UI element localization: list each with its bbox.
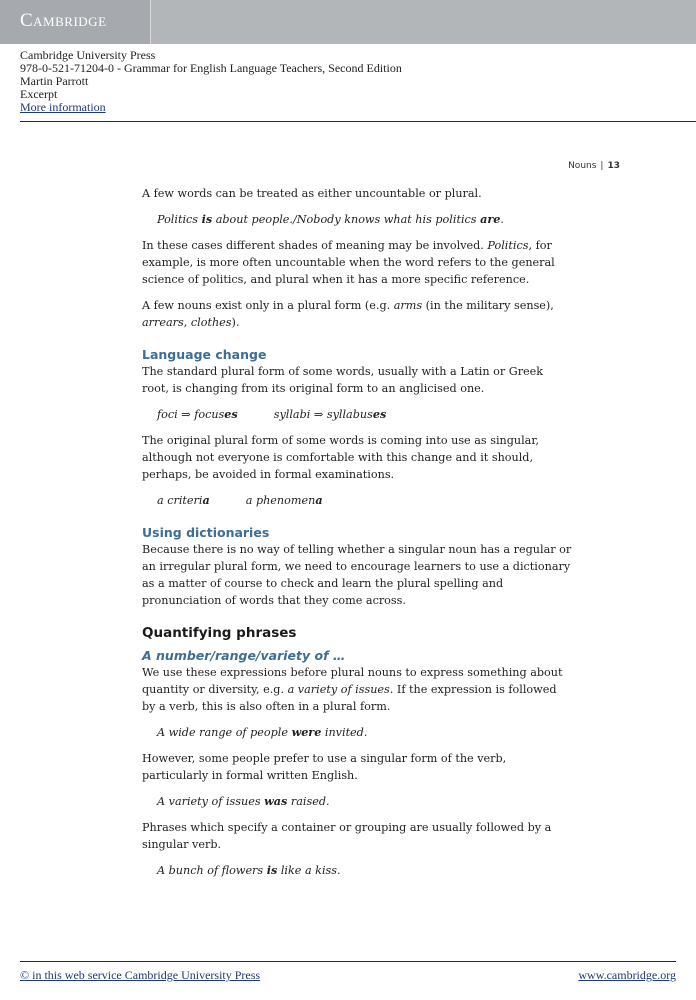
heading-using-dictionaries: Using dictionaries: [142, 525, 270, 540]
example-pair: a criteria a phenomena: [157, 493, 323, 507]
example-sentence: Politics is about people./Nobody knows what his politics are.: [157, 212, 504, 226]
more-information-link[interactable]: More information: [20, 100, 106, 114]
book-metadata: [20, 49, 402, 114]
footer-divider: [20, 961, 676, 962]
page-number: 13: [607, 161, 620, 171]
heading-number-range-variety: A number/range/variety of …: [142, 648, 346, 663]
example-sentence: A bunch of flowers is like a kiss.: [157, 863, 341, 877]
top-banner: [0, 0, 696, 44]
brand-text: Cambridge: [20, 10, 107, 31]
cambridge-logo[interactable]: [0, 0, 151, 44]
running-head: Nouns | 13: [568, 161, 620, 171]
copyright-link[interactable]: © in this web service Cambridge University Press: [20, 968, 261, 982]
page-content: [142, 185, 572, 888]
header-divider: [20, 121, 696, 122]
paragraph: The original plural form of some words is coming into use as singular, although not everyone is comfortable with this change and it should, perhaps, be avoided in formal examinations.: [142, 434, 540, 481]
paragraph: Phrases which specify a container or grouping are usually followed by a singular verb.: [142, 821, 552, 851]
paragraph: Because there is no way of telling whether a singular noun has a regular or an irregular plural form, we need to encourage learners to use a dictionary as a matter of course to check and learn the plural spelling and pronunciation of words that they come across.: [142, 543, 572, 607]
example-sentence: A wide range of people were invited.: [157, 725, 368, 739]
excerpt-label: Excerpt: [20, 87, 58, 101]
paragraph: In these cases different shades of meaning may be involved. Politics, for example, is more often uncountable when the word refers to the general science of politics, and plural when it has a more specific reference.: [142, 239, 555, 286]
author-line: Martin Parrott: [20, 74, 89, 88]
paragraph: The standard plural form of some words, usually with a Latin or Greek root, is changing from its original form to an anglicised one.: [142, 365, 544, 395]
example-pair: foci ⇒ focuses syllabi ⇒ syllabuses: [157, 407, 387, 421]
paragraph: A few nouns exist only in a plural form (e.g. arms (in the military sense), arrears, clothes).: [142, 299, 554, 329]
heading-quantifying-phrases: Quantifying phrases: [142, 625, 297, 641]
cambridge-website-link[interactable]: www.cambridge.org: [578, 968, 676, 982]
heading-language-change: Language change: [142, 347, 267, 362]
paragraph: However, some people prefer to use a singular form of the verb, particularly in formal written English.: [142, 752, 507, 782]
example-sentence: A variety of issues was raised.: [157, 794, 330, 808]
paragraph: A few words can be treated as either uncountable or plural.: [142, 187, 482, 200]
isbn-title-line: 978-0-521-71204-0 - Grammar for English Language Teachers, Second Edition: [20, 61, 402, 75]
section-name: Nouns: [568, 161, 597, 171]
paragraph: We use these expressions before plural nouns to express something about quantity or diversity, e.g. a variety of issues. If the expression is followed by a verb, this is also often in a plural form.: [142, 666, 563, 713]
publisher-line: Cambridge University Press: [20, 48, 156, 62]
